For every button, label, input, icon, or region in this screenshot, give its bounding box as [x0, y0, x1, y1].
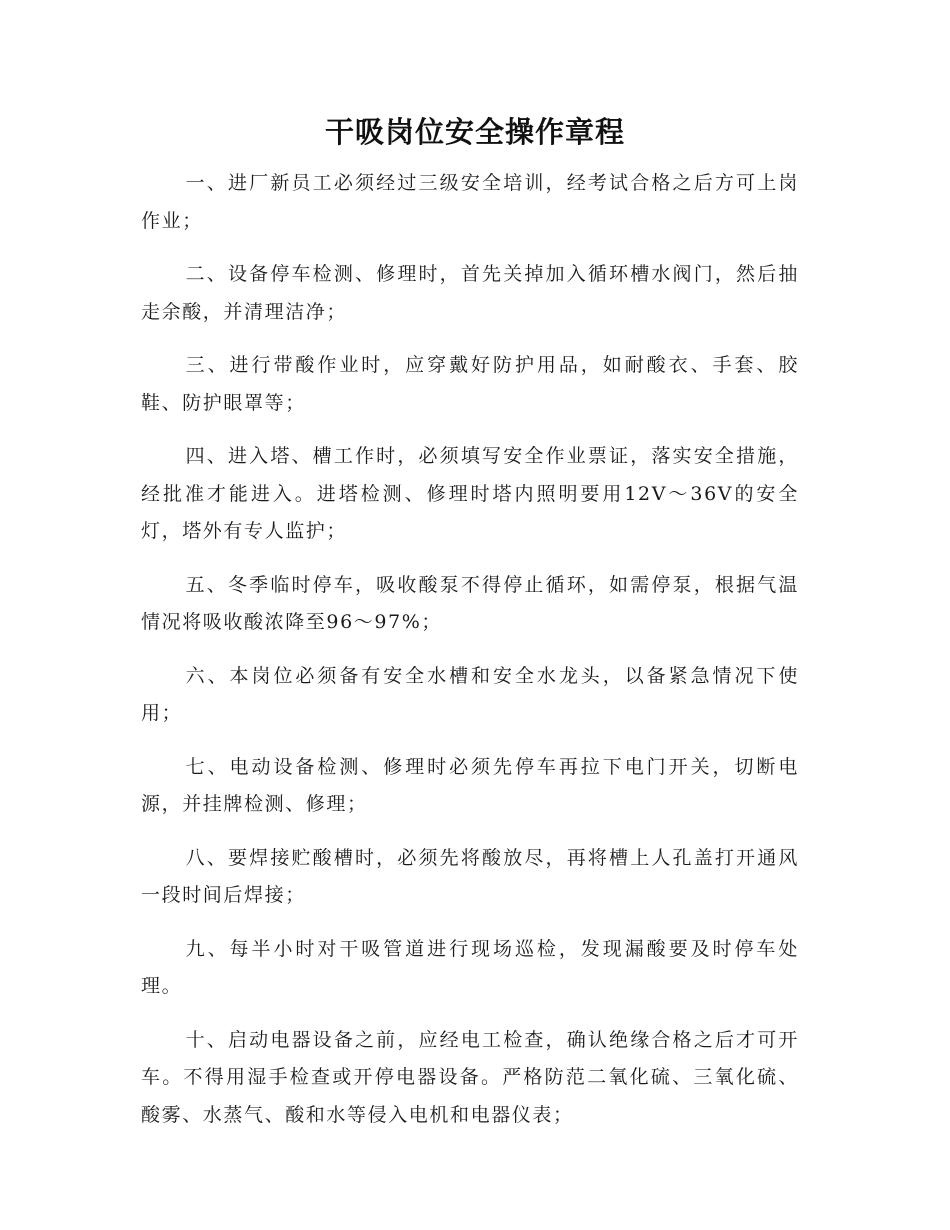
paragraph-6: 六、本岗位必须备有安全水槽和安全水龙头，以备紧急情况下使用； [141, 664, 799, 724]
paragraph-3: 三、进行带酸作业时，应穿戴好防护用品，如耐酸衣、手套、胶鞋、防护眼罩等； [141, 354, 799, 414]
paragraph-8: 八、要焊接贮酸槽时，必须先将酸放尽，再将槽上人孔盖打开通风一段时间后焊接； [141, 846, 799, 906]
paragraph-9: 九、每半小时对干吸管道进行现场巡检，发现漏酸要及时停车处理。 [141, 937, 799, 997]
paragraph-7: 七、电动设备检测、修理时必须先停车再拉下电门开关，切断电源，并挂牌检测、修理； [141, 755, 799, 815]
document-body [141, 165, 799, 1150]
paragraph-4: 四、进入塔、槽工作时，必须填写安全作业票证，落实安全措施，经批准才能进入。进塔检测、修理时塔内照明要用12V～36V的安全灯，塔外有专人监护； [141, 445, 799, 542]
paragraph-1: 一、进厂新员工必须经过三级安全培训，经考试合格之后方可上岗作业； [141, 172, 799, 232]
paragraph-10: 十、启动电器设备之前，应经电工检查，确认绝缘合格之后才可开车。不得用湿手检查或开停电器设备。严格防范二氧化硫、三氧化硫、酸雾、水蒸气、酸和水等侵入电机和电器仪表； [141, 1028, 799, 1126]
paragraph-5: 五、冬季临时停车，吸收酸泵不得停止循环，如需停泵，根据气温情况将吸收酸浓降至96～97%； [141, 573, 799, 633]
paragraph-2: 二、设备停车检测、修理时，首先关掉加入循环槽水阀门，然后抽走余酸，并清理洁净； [141, 263, 799, 323]
document-title: 干吸岗位安全操作章程 [324, 115, 625, 149]
